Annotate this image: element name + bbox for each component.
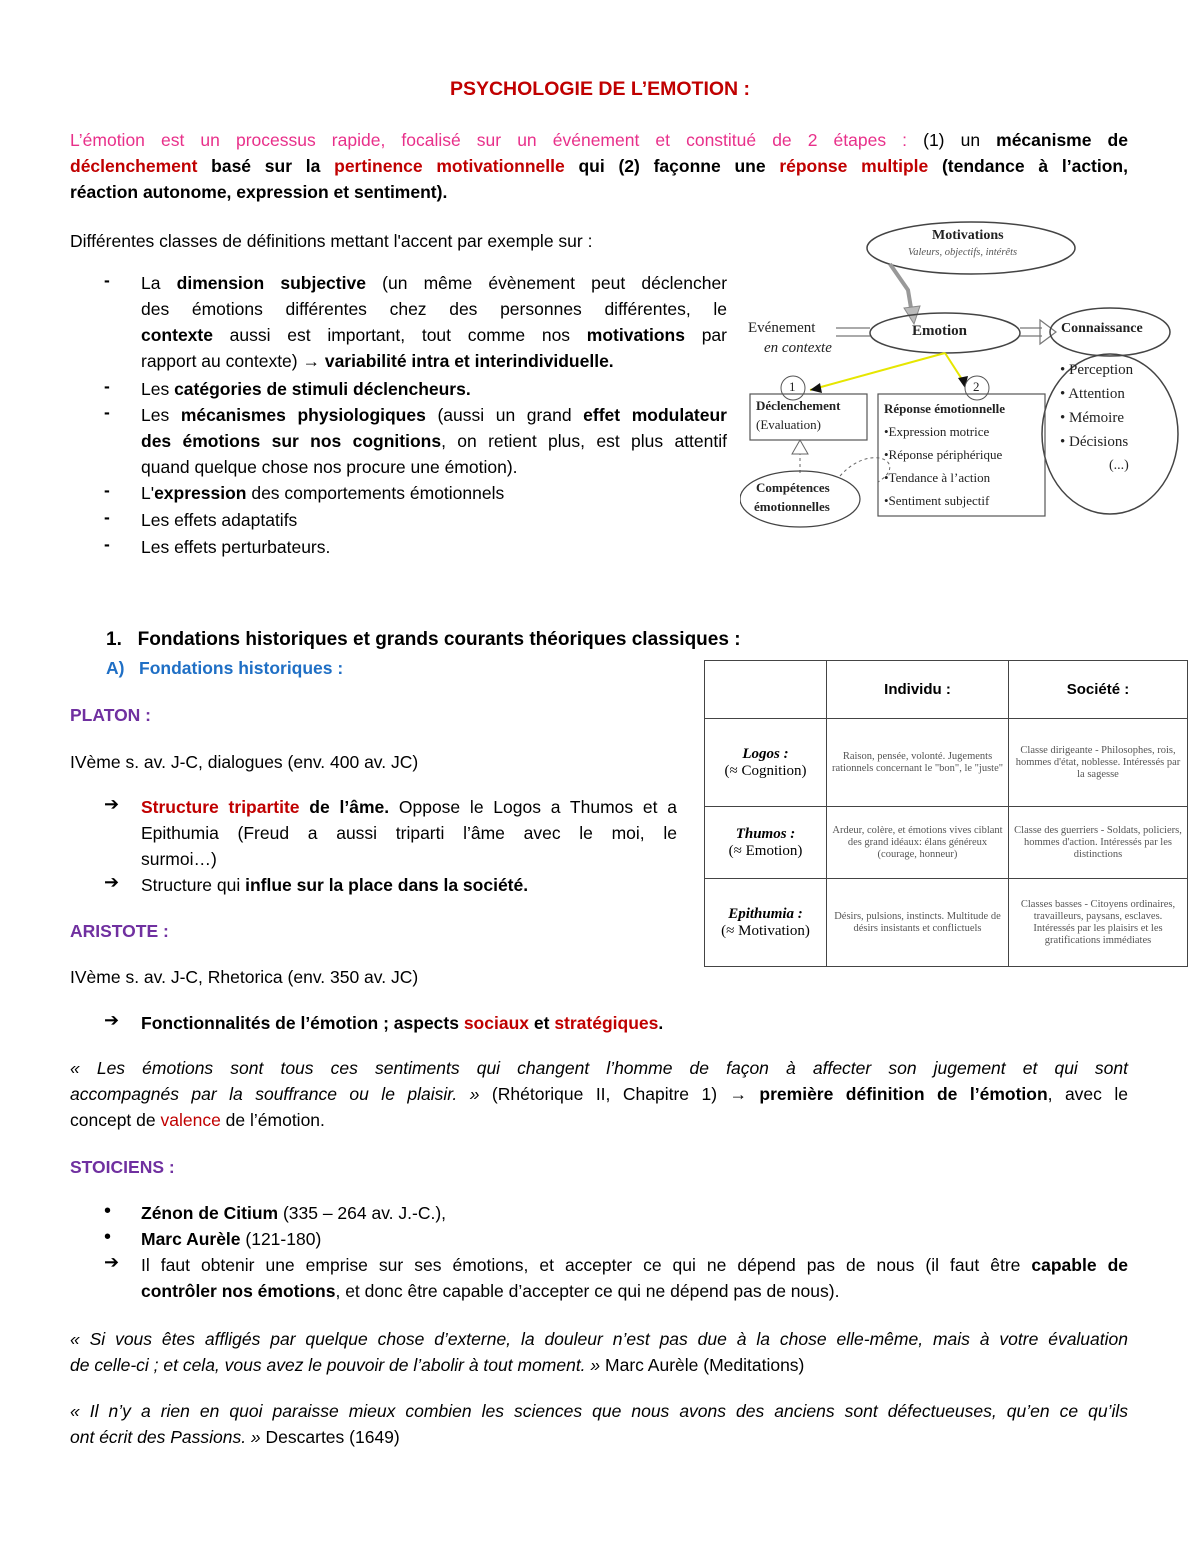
text: Il faut obtenir une emprise sur ses émotions, et accepter ce qui ne dépend pas de nous (il faut être xyxy=(141,1255,1032,1275)
row-name: Logos : xyxy=(742,745,789,762)
quote-text: de celle-ci ; et cela, vous avez le pouvoir de l’abolir à tout moment. » xyxy=(70,1355,601,1375)
diagram-knowledge-item: • Perception xyxy=(1060,362,1134,378)
quote-1-line-1 xyxy=(70,1055,1128,1082)
text-bold: expression xyxy=(154,483,247,503)
arrow-right-icon: ➔ xyxy=(104,1252,120,1272)
quote-3-line-2 xyxy=(70,1424,400,1450)
text: aussi est important, tout comme nos xyxy=(212,325,587,345)
bullet-dot-icon: • xyxy=(104,1200,112,1222)
section-heading-1: 1. Fondations historiques et grands courants théoriques classiques : xyxy=(106,629,741,650)
diagram-evenement: Evénement xyxy=(748,320,816,336)
platon-arrow-1-line-1 xyxy=(141,794,677,821)
arrow-right-icon: ➔ xyxy=(104,1010,120,1030)
table-row-header xyxy=(705,807,827,879)
dash-bullet: - xyxy=(104,507,110,527)
table-cell: Classe des guerriers - Soldats, policiers, hommes d'action. Intéressés par les distinctions xyxy=(1009,807,1188,879)
stoiciens-heading: STOICIENS : xyxy=(70,1157,175,1177)
platon-arrow-1-line-2: Epithumia (Freud a aussi triparti l’âme avec le moi, le xyxy=(141,823,677,843)
list-item-1-line-3 xyxy=(141,322,727,349)
intro-reponse: réponse multiple xyxy=(779,156,929,176)
section-heading-a: A) Fondations historiques : xyxy=(106,658,344,678)
text-red: valence xyxy=(160,1110,221,1130)
text: (Rhétorique II, Chapitre 1) → xyxy=(479,1084,760,1104)
diagram-knowledge-label: Attention xyxy=(1068,386,1125,402)
diagram-knowledge-label: Décisions xyxy=(1069,434,1129,450)
intro-text: basé sur la xyxy=(197,156,335,176)
list-item-6: Les effets perturbateurs. xyxy=(141,537,331,557)
text-bold: de l’âme. xyxy=(299,797,390,817)
text: , et donc être capable d’accepter ce qui ne dépend pas de nous). xyxy=(335,1281,840,1301)
intro-pertinence: pertinence motivationnelle xyxy=(334,156,565,176)
text-bold: Fonctionnalités de l’émotion ; aspects xyxy=(141,1013,464,1033)
quote-1-line-2 xyxy=(70,1081,1128,1108)
classes-intro: Différentes classes de définitions mettant l'accent par exemple sur : xyxy=(70,231,593,251)
page-title: PSYCHOLOGIE DE L’EMOTION : xyxy=(449,78,751,100)
diagram-motivations: Motivations xyxy=(932,228,1004,243)
table-header-individu: Individu : xyxy=(827,661,1009,719)
text-bold: contexte xyxy=(141,325,213,345)
list-item-3-line-3: quand quelque chose nos procure une émotion). xyxy=(141,457,518,477)
dash-bullet: - xyxy=(104,534,110,554)
diagram-knowledge-item: • Mémoire xyxy=(1060,410,1124,426)
bullet-dot-icon: • xyxy=(104,1226,112,1248)
quote-1-line-3 xyxy=(70,1107,325,1133)
text-bold: . xyxy=(658,1013,664,1033)
diagram-knowledge-item: • Décisions xyxy=(1060,434,1129,450)
dash-bullet: - xyxy=(104,376,110,396)
list-item-3-line-2 xyxy=(141,428,727,455)
intro-text: qui (2) façonne une xyxy=(564,156,780,176)
intro-line-2 xyxy=(70,153,1128,180)
platon-arrow-1-line-3: surmoi…) xyxy=(141,849,217,869)
text: de l’émotion. xyxy=(220,1110,325,1130)
text: L' xyxy=(141,483,155,503)
text: (121-180) xyxy=(240,1229,322,1249)
quote-2-line-1 xyxy=(70,1326,1128,1353)
table-row-header xyxy=(705,879,827,967)
stoiciens-bullet-2 xyxy=(141,1226,321,1252)
text: par xyxy=(684,325,727,345)
table-row-header xyxy=(705,719,827,807)
diagram-declenchement: Déclenchement xyxy=(756,398,841,413)
table-header-row xyxy=(705,661,1188,719)
text-bold: mécanismes physiologiques xyxy=(180,405,426,425)
diagram-emotion: Emotion xyxy=(912,323,968,339)
text-bold: → variabilité intra et interindividuelle. xyxy=(302,351,614,371)
row-sub: (≈ Cognition) xyxy=(724,762,807,779)
text: Marc Aurèle (Meditations) xyxy=(600,1355,805,1375)
diagram-knowledge-label: Mémoire xyxy=(1069,410,1124,426)
table-header-societe: Société : xyxy=(1009,661,1188,719)
emotion-diagram xyxy=(740,212,1185,532)
text: (un même évènement peut déclencher xyxy=(365,273,728,293)
quote-text: « Il n’y a rien en quoi paraisse mieux combien les sciences que nous avons des anciens sont défectueuses, qu’en ce qu’ils xyxy=(70,1401,1128,1421)
diagram-competences: Compétences xyxy=(756,480,830,495)
quote-text: « Si vous êtes affligés par quelque chose d’externe, la douleur n’est pas due à la chose elle-même, mais à votre évaluation xyxy=(70,1329,1128,1349)
diagram-number-2: 2 xyxy=(973,379,980,394)
intro-line-3: réaction autonome, expression et sentiment). xyxy=(70,182,448,202)
stoiciens-arrow-line-1 xyxy=(141,1252,1128,1279)
table-cell: Raison, pensée, volonté. Jugements rationnels concernant le "bon", le "juste" xyxy=(827,719,1009,807)
diagram-reponse: Réponse émotionnelle xyxy=(884,401,1005,416)
intro-text: (tendance à l’action, xyxy=(928,156,1128,176)
text-bold: Marc Aurèle xyxy=(141,1229,241,1249)
text-bold: effet modulateur xyxy=(583,405,727,425)
intro-definition: L’émotion est un processus rapide, focalisé sur un événement et constitué de 2 étapes : xyxy=(70,130,908,150)
list-item-4 xyxy=(141,480,504,506)
text: (335 – 264 av. J.-C.), xyxy=(278,1203,447,1223)
arrow-right-icon: ➔ xyxy=(104,872,120,892)
text: Les xyxy=(141,379,175,399)
text-red-bold: Structure tripartite xyxy=(141,797,300,817)
intro-bold: mécanisme de xyxy=(996,130,1128,150)
row-name: Epithumia : xyxy=(728,905,803,922)
text: Structure qui xyxy=(141,875,246,895)
diagram-competences: émotionnelles xyxy=(754,499,830,514)
diagram-knowledge-etc: (...) xyxy=(1109,458,1129,473)
text-red: sociaux xyxy=(463,1013,530,1033)
diagram-reponse-item: •Sentiment subjectif xyxy=(884,493,990,508)
text: rapport au contexte) xyxy=(141,351,303,371)
list-item-2 xyxy=(141,376,471,402)
platon-heading: PLATON : xyxy=(70,705,152,725)
quote-text: ont écrit des Passions. » xyxy=(70,1427,261,1447)
aristote-date: IVème s. av. J-C, Rhetorica (env. 350 av. JC) xyxy=(70,967,419,987)
table-cell: Désirs, pulsions, instincts. Multitude de désirs insistants et conflictuels xyxy=(827,879,1009,967)
diagram-en-contexte: en contexte xyxy=(764,340,832,356)
quote-2-line-2 xyxy=(70,1352,804,1378)
table-cell: Classes basses - Citoyens ordinaires, travailleurs, paysans, esclaves. Intéressés par les plaisirs et les gratifications immédiates xyxy=(1009,879,1188,967)
list-item-5: Les effets adaptatifs xyxy=(141,510,298,530)
text-bold: dimension subjective xyxy=(176,273,366,293)
diagram-reponse-item: •Tendance à l’action xyxy=(884,470,991,485)
text: , avec le xyxy=(1047,1084,1128,1104)
table-corner xyxy=(705,661,827,719)
text: Les xyxy=(141,405,181,425)
platon-arrow-2 xyxy=(141,872,528,898)
diagram-knowledge-label: Perception xyxy=(1069,362,1134,378)
text: Descartes (1649) xyxy=(260,1427,400,1447)
text: concept de xyxy=(70,1110,161,1130)
diagram-motivations-sub: Valeurs, objectifs, intérêts xyxy=(908,247,1018,258)
dash-bullet: - xyxy=(104,270,110,290)
table-row xyxy=(705,719,1188,807)
quote-3-line-1 xyxy=(70,1398,1128,1425)
text-bold: et xyxy=(529,1013,555,1033)
text-bold: catégories de stimuli déclencheurs. xyxy=(174,379,471,399)
stoiciens-bullet-1 xyxy=(141,1200,446,1226)
row-sub: (≈ Emotion) xyxy=(728,842,803,859)
text-bold: capable de xyxy=(1031,1255,1128,1275)
text-red: stratégiques xyxy=(554,1013,659,1033)
intro-text: (1) un xyxy=(907,130,997,150)
text: (aussi un grand xyxy=(425,405,584,425)
text-bold: première définition de l’émotion xyxy=(759,1084,1048,1104)
diagram-reponse-item: •Expression motrice xyxy=(884,424,990,439)
text: des comportements émotionnels xyxy=(246,483,505,503)
plato-soul-table xyxy=(704,660,1188,967)
list-item-1-line-1 xyxy=(141,270,727,297)
dash-bullet: - xyxy=(104,480,110,500)
text-bold: Zénon de Citium xyxy=(141,1203,279,1223)
text: , on retient plus, est plus attentif xyxy=(441,431,728,451)
table-cell: Classe dirigeante - Philosophes, rois, hommes d'état, noblesse. Intéressés par la sagesse xyxy=(1009,719,1188,807)
text-bold: influe sur la place dans la société. xyxy=(245,875,529,895)
intro-declenchement: déclenchement xyxy=(70,156,198,176)
text-bold: des émotions sur nos cognitions xyxy=(141,431,442,451)
list-item-1-line-2: des émotions différentes chez des personnes différentes, le xyxy=(141,299,727,319)
text: La xyxy=(141,273,177,293)
text-bold: contrôler nos émotions xyxy=(141,1281,336,1301)
aristote-arrow-1 xyxy=(141,1010,663,1036)
text-bold: motivations xyxy=(586,325,685,345)
stoiciens-arrow-line-2 xyxy=(141,1278,839,1304)
dash-bullet: - xyxy=(104,402,110,422)
diagram-reponse-item: •Réponse périphérique xyxy=(884,447,1003,462)
intro-line-1 xyxy=(70,127,1128,154)
row-name: Thumos : xyxy=(735,825,796,842)
table-row xyxy=(705,879,1188,967)
row-sub: (≈ Motivation) xyxy=(721,922,810,939)
table-cell: Ardeur, colère, et émotions vives ciblant des grand idéaux: élans généreux (courage, honneur) xyxy=(827,807,1009,879)
table-row xyxy=(705,807,1188,879)
text: Oppose le Logos a Thumos et a xyxy=(389,797,677,817)
diagram-number-1: 1 xyxy=(789,379,796,394)
aristote-heading: ARISTOTE : xyxy=(70,921,169,941)
list-item-1-line-4 xyxy=(141,348,614,374)
diagram-connaissance: Connaissance xyxy=(1061,321,1143,336)
quote-text: « Les émotions sont tous ces sentiments qui changent l’homme de façon à affecter son jugement et qui sont xyxy=(70,1058,1128,1078)
arrow-right-icon: ➔ xyxy=(104,794,120,814)
diagram-evaluation: (Evaluation) xyxy=(756,417,821,432)
list-item-3-line-1 xyxy=(141,402,727,429)
platon-date: IVème s. av. J-C, dialogues (env. 400 av. JC) xyxy=(70,752,419,772)
diagram-knowledge-item: • Attention xyxy=(1060,386,1125,402)
quote-text: accompagnés par la souffrance ou le plaisir. » xyxy=(70,1084,480,1104)
